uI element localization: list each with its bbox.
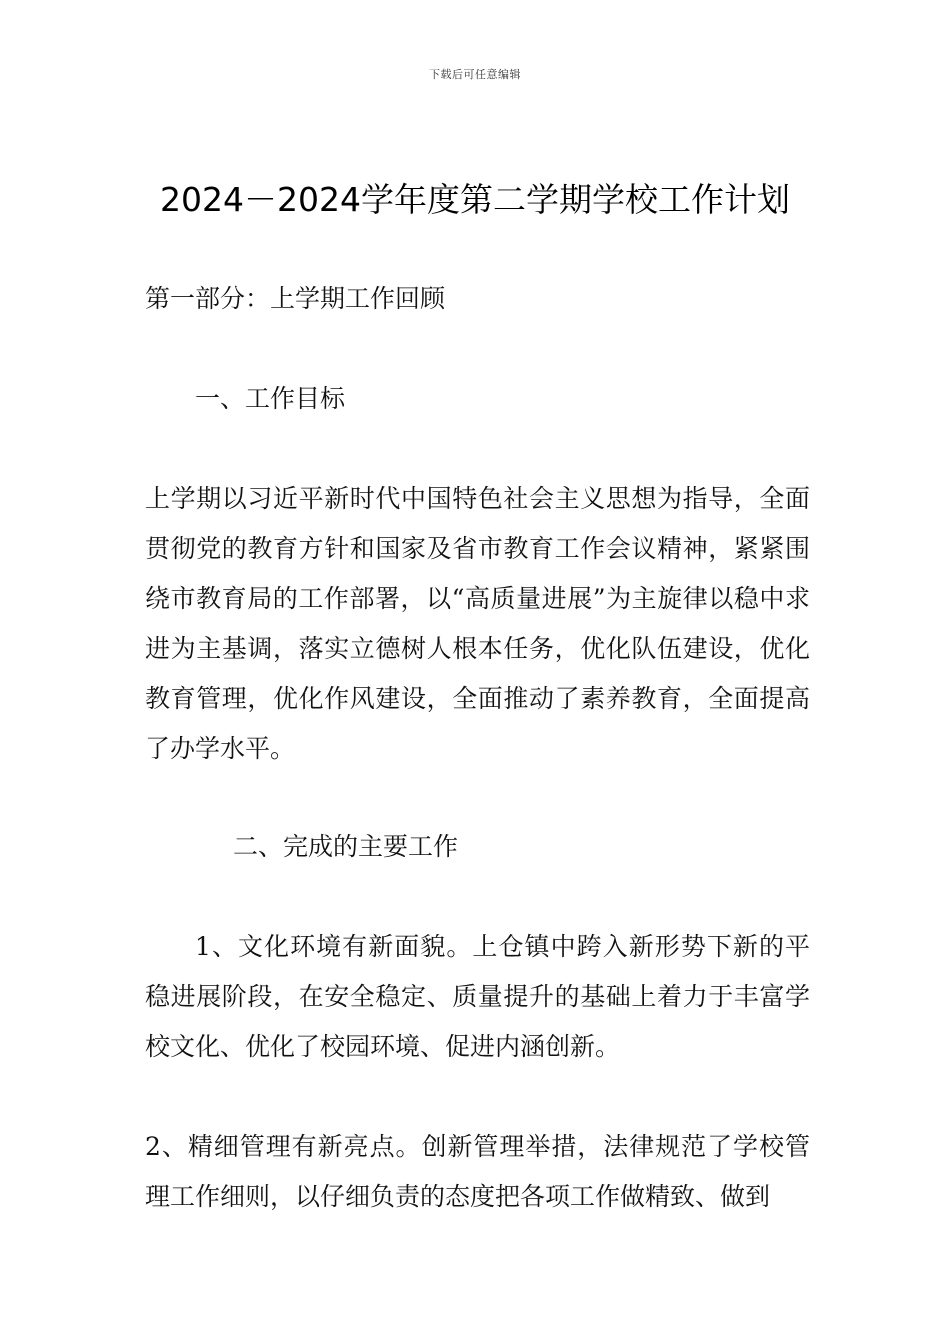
document-title: 2024－2024学年度第二学期学校工作计划: [160, 180, 790, 219]
part-one-heading: 第一部分：上学期工作回顾: [145, 284, 446, 313]
item-two-paragraph: 2、精细管理有新亮点。创新管理举措，法律规范了学校管理工作细则，以仔细负责的态度把各项工作做精致、做到: [145, 1132, 810, 1211]
item-one-paragraph: 1、文化环境有新面貌。上仓镇中跨入新形势下新的平稳进展阶段，在安全稳定、质量提升的基础上着力于丰富学校文化、优化了校园环境、促进内涵创新。: [145, 932, 810, 1061]
header-note: 下载后可任意编辑: [429, 68, 521, 81]
section-one-heading: 一、工作目标: [195, 384, 346, 413]
section-two-heading: 二、完成的主要工作: [233, 832, 459, 861]
section-one-paragraph: 上学期以习近平新时代中国特色社会主义思想为指导，全面贯彻党的教育方针和国家及省市教育工作会议精神，紧紧围绕市教育局的工作部署，以“高质量进展”为主旋律以稳中求进为主基调，落实立德树人根本任务，优化队伍建设，优化教育管理，优化作风建设，全面推动了素养教育，全面提高了办学水平。: [145, 484, 810, 763]
